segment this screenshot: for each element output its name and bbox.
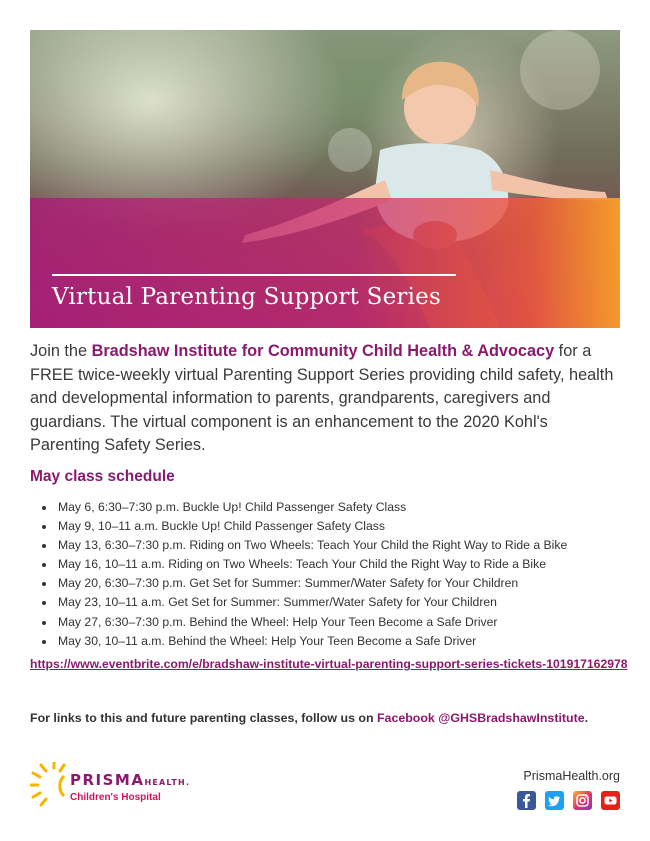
sun-icon [30,762,70,812]
social-icons [517,791,620,810]
schedule-item: May 13, 6:30–7:30 p.m. Riding on Two Wheels: Teach Your Child the Right Way to Ride a Bike [30,536,630,555]
twitter-icon[interactable] [545,791,564,810]
logo-name: PRISMA [70,771,145,789]
logo-subtitle: Children's Hospital [70,792,161,803]
prisma-health-logo [30,758,200,818]
page-title: Virtual Parenting Support Series [52,284,441,310]
social-note-text: For links to this and future parenting classes, follow us on [30,711,377,725]
schedule-heading: May class schedule [30,468,175,485]
hero-banner [30,30,620,328]
schedule-item: May 20, 6:30–7:30 p.m. Get Set for Summer: Summer/Water Safety for Your Children [30,574,630,593]
schedule-item: May 27, 6:30–7:30 p.m. Behind the Wheel: Help Your Teen Become a Safe Driver [30,613,630,632]
organization-name: Bradshaw Institute for Community Child Health & Advocacy [91,342,555,360]
title-divider [52,274,456,276]
intro-lead: Join the [30,342,92,360]
schedule-item: May 23, 10–11 a.m. Get Set for Summer: Summer/Water Safety for Your Children [30,593,630,612]
schedule-list [30,498,630,651]
social-follow-note [30,711,588,725]
schedule-item: May 30, 10–11 a.m. Behind the Wheel: Help Your Teen Become a Safe Driver [30,632,630,651]
facebook-icon[interactable] [517,791,536,810]
intro-body: for a FREE twice-weekly virtual Parenting Support Series providing child safety, health and developmental information to parents, grandparents, caregivers and guardians. The virtual component is an enhancement to the 2020 Kohl's Parenting Safety Series. [30,342,614,454]
social-note-period: . [584,711,589,725]
website-link[interactable]: PrismaHealth.org [523,769,620,783]
facebook-handle-link[interactable]: Facebook @GHSBradshawInstitute [376,711,585,725]
schedule-item: May 9, 10–11 a.m. Buckle Up! Child Passenger Safety Class [30,517,630,536]
logo-health: HEALTH. [144,778,191,787]
intro-paragraph [30,340,622,458]
logo-wordmark [70,771,190,789]
instagram-icon[interactable] [573,791,592,810]
schedule-item: May 6, 6:30–7:30 p.m. Buckle Up! Child Passenger Safety Class [30,498,630,517]
registration-link[interactable]: https://www.eventbrite.com/e/bradshaw-institute-virtual-parenting-support-series-tickets-101917162978 [30,657,628,671]
youtube-icon[interactable] [601,791,620,810]
schedule-item: May 16, 10–11 a.m. Riding on Two Wheels: Teach Your Child the Right Way to Ride a Bike [30,555,630,574]
